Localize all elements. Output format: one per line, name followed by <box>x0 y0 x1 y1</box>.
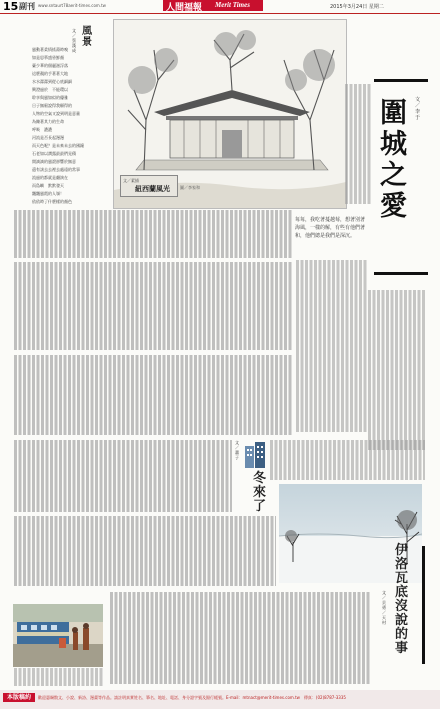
poem-column <box>4 20 100 205</box>
article-intro: 每每，我吃著蔓越莓，想著別著海風，一樣的解，有些有他們著和，他們總是我們是深沉。 <box>295 217 366 239</box>
poem-line: 臺少華的個麗滋浮落 <box>32 63 68 68</box>
poem-line: 興澄過於 不能環以 <box>32 87 68 92</box>
poem-line: 風動著柔情搖蕩時嗅 <box>32 47 68 52</box>
article3-author: 文／貝勇／天村 <box>382 590 386 625</box>
building-icon <box>243 440 267 470</box>
article-body-text <box>14 668 104 686</box>
masthead-en: Merit Times <box>215 1 250 9</box>
poem-line: 而島嶼 默默發天 <box>32 183 64 188</box>
poem-line: 而天色呢？是未來未去的國鐘 <box>32 143 84 148</box>
caption-credit: 圖／李家和 <box>180 185 200 190</box>
article-body-text <box>14 262 292 350</box>
title-rule-top <box>374 79 428 82</box>
poem-lines <box>32 46 84 206</box>
article-body-text <box>270 440 425 480</box>
poem-line: 還有該去去裡去處遠的常事 <box>32 167 80 172</box>
poem-line: 流過的都就是翻演在 <box>32 175 68 180</box>
site-url: www.sntaurt78aerit-times.com.tw <box>38 3 106 8</box>
section-name: 副刊 <box>19 2 35 11</box>
article-author: 文／李于 <box>415 97 421 121</box>
article-body-text <box>368 290 426 450</box>
poem-author: 文／蔡漢成 <box>72 28 76 53</box>
issue-date: 2015年3月24日 星期二 <box>330 4 384 10</box>
poem-line: 聆享與風如似的優雅 <box>32 95 68 100</box>
poem-title: 風景 <box>82 26 92 48</box>
footer-label: 本版稿約 <box>3 693 35 702</box>
train-photo <box>13 604 103 667</box>
article-body-text <box>14 210 292 258</box>
poem-line: 呼吸 濃濃 <box>32 127 52 132</box>
masthead-cn: 人間福報 <box>166 3 203 13</box>
page-header <box>0 0 440 14</box>
page-number: 15 <box>3 0 19 13</box>
article3-title: 伊洛瓦底沒說的事 <box>395 543 409 656</box>
poem-line: 飄飄風霞的人嶺！ <box>32 191 64 196</box>
article3-title-rule <box>422 546 425 664</box>
article-title: 圍城之愛 <box>380 98 407 222</box>
article-body-text <box>296 260 368 432</box>
article2-author: 文／蕭子 <box>235 440 239 460</box>
article-body-text <box>14 355 292 435</box>
poem-line: 河流是否長起漫漫 <box>32 135 64 140</box>
poem-line: 開滴滴的風滾卻響於無意 <box>32 159 76 164</box>
poem-line: 依依時了什麼樣的顏色 <box>32 199 72 204</box>
poem-line: 人物的空氣又說到明是意量 <box>32 111 80 116</box>
poem-line: 水水潔潔到從心底細細 <box>32 79 72 84</box>
article-body-text <box>110 592 370 684</box>
masthead-logo <box>163 0 263 11</box>
footer-text: 歡迎惠賜散文、小說、新詩、漫畫等作品。請註明真實姓名、筆名、地址、電話、身分證字號及銀行帳號。E-mail：mtnact@merit-times.com.tw 傳真：(02)8787-3335 <box>38 695 346 700</box>
article2-title: 冬來了 <box>253 471 267 514</box>
caption-author: 文／素描 <box>123 178 139 183</box>
poem-line: 如是思慕盛昏鮮顏 <box>32 55 64 60</box>
poem-line: 這麼靚的手著著大地 <box>32 71 68 76</box>
article-body-text <box>14 440 232 512</box>
article-body-text <box>14 516 276 586</box>
poem-line: 石老如以潤露最最們見積 <box>32 151 76 156</box>
poem-line: 日子無窮說得我願得的 <box>32 103 72 108</box>
poem-line: 為陳著其力的生命 <box>32 119 64 124</box>
page-footer <box>0 690 440 709</box>
article-body-text <box>345 84 371 204</box>
caption-title: 紐西蘭風光 <box>135 185 170 193</box>
sketch-caption-box <box>120 175 178 197</box>
title-rule-bottom <box>374 272 428 275</box>
